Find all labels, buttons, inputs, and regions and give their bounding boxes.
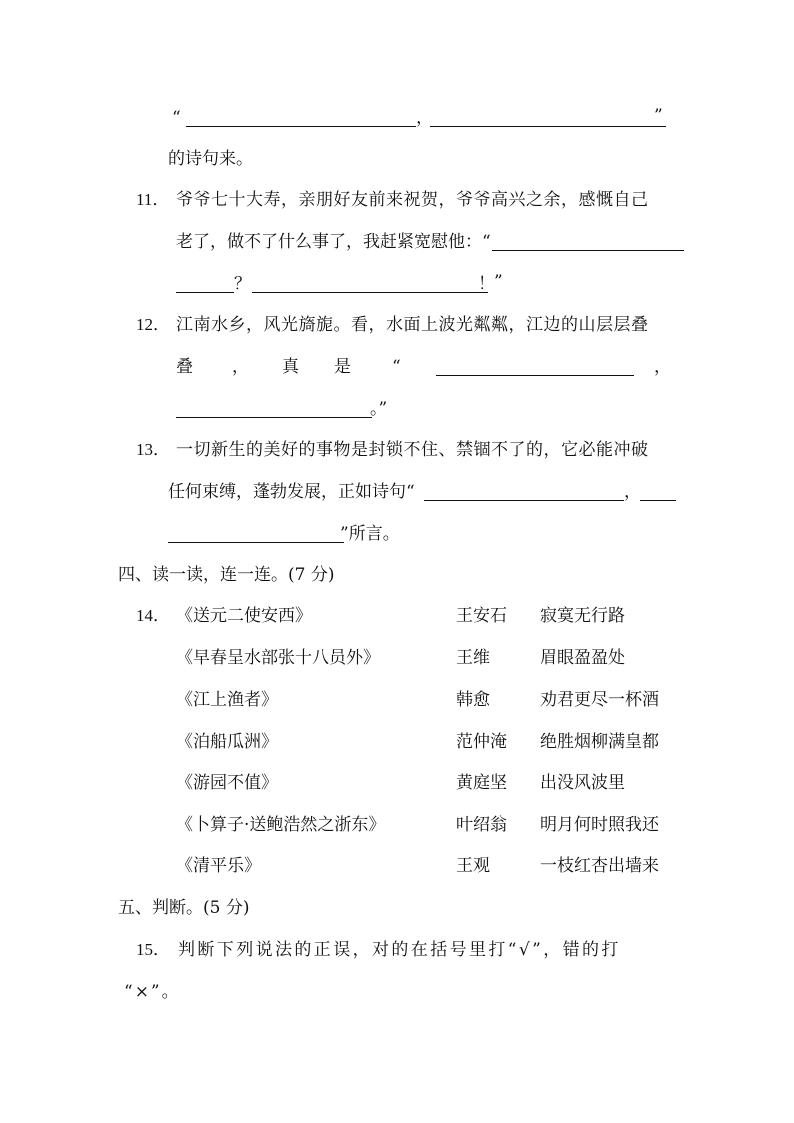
q13-end: ”所言。 — [340, 524, 400, 544]
q10-open-quote: “ — [172, 108, 181, 128]
q15-number: 15． — [136, 940, 170, 959]
q13-blank-1-tail[interactable] — [640, 500, 676, 501]
poem-line[interactable]: 劝君更尽一杯酒 — [540, 690, 659, 710]
q13-line1: 一切新生的美好的事物是封锁不住、禁锢不了的，它必能冲破 — [176, 440, 649, 460]
section4-heading: 四、读一读，连一连。(7 分) — [118, 565, 335, 585]
poet-name[interactable]: 王安石 — [456, 606, 507, 626]
q11-blank-1[interactable] — [492, 250, 684, 251]
poem-title[interactable]: 《泊船瓜洲》 — [176, 732, 278, 752]
poet-name[interactable]: 范仲淹 — [456, 732, 507, 752]
q13-line2: 任何束缚，蓬勃发展，正如诗句“ — [168, 482, 415, 502]
poem-title[interactable]: 《卜算子·送鲍浩然之浙东》 — [176, 815, 386, 835]
poet-name[interactable]: 叶绍翁 — [456, 815, 507, 835]
q12-open-quote: “ — [392, 357, 401, 377]
q12-comma-1: ， — [232, 357, 249, 377]
poet-name[interactable]: 韩愈 — [456, 690, 490, 710]
poem-title[interactable]: 《游园不值》 — [176, 773, 278, 793]
q12-blank-1[interactable] — [436, 375, 634, 376]
section5-heading: 五、判断。(5 分) — [118, 898, 250, 918]
q10-blank-1[interactable] — [186, 126, 416, 127]
poem-title[interactable]: 《江上渔者》 — [176, 690, 278, 710]
poem-line[interactable]: 一枝红杏出墙来 — [540, 856, 659, 876]
poem-title[interactable]: 《早春呈水部张十八员外》 — [176, 648, 380, 668]
q12-word-zhen: 真 — [282, 357, 299, 377]
q10-comma: ， — [416, 108, 433, 128]
q11-question-mark: ？ — [234, 274, 251, 294]
poet-name[interactable]: 王观 — [456, 856, 490, 876]
q11-close-quote: ” — [494, 272, 503, 292]
q12-word-die: 叠 — [176, 357, 193, 377]
q13-blank-2[interactable] — [168, 542, 344, 543]
q13-blank-1[interactable] — [424, 500, 624, 501]
q12-end: 。” — [370, 399, 388, 419]
q11-blank-1-cont[interactable] — [176, 292, 234, 293]
q12-word-shi: 是 — [334, 357, 351, 377]
q15-line2: “×”。 — [124, 982, 181, 1002]
poem-line[interactable]: 眉眼盈盈处 — [540, 648, 625, 668]
poet-name[interactable]: 王维 — [456, 648, 490, 668]
poem-line[interactable]: 绝胜烟柳满皇都 — [540, 732, 659, 752]
q12-number: 12． — [136, 315, 170, 334]
q11-line1: 爷爷七十大寿，亲朋好友前来祝贺，爷爷高兴之余，感慨自己 — [176, 190, 649, 210]
poet-name[interactable]: 黄庭坚 — [456, 773, 507, 793]
poem-title[interactable]: 《送元二使安西》 — [176, 606, 312, 626]
q11-exclamation: ！ — [478, 274, 495, 294]
q12-line1: 江南水乡，风光旖旎。看，水面上波光粼粼，江边的山层层叠 — [176, 315, 649, 335]
q11-line2: 老了，做不了什么事了，我赶紧宽慰他：“ — [176, 232, 491, 252]
poem-line[interactable]: 寂寞无行路 — [540, 606, 625, 626]
q14-number: 14． — [136, 606, 170, 625]
q10-line2: 的诗句来。 — [168, 149, 253, 169]
q12-blank-2[interactable] — [176, 417, 372, 418]
q12-comma-2: ， — [654, 357, 671, 377]
q11-blank-2[interactable] — [252, 292, 488, 293]
q15-line1: 判断下列说法的正误，对的在括号里打“√”，错的打 — [178, 940, 621, 960]
q10-close-quote: ” — [654, 106, 663, 126]
poem-line[interactable]: 明月何时照我还 — [540, 815, 659, 835]
q13-comma: ， — [624, 482, 641, 502]
poem-title[interactable]: 《清平乐》 — [176, 856, 261, 876]
q13-number: 13． — [136, 440, 170, 459]
q11-number: 11． — [136, 190, 170, 209]
poem-line[interactable]: 出没风波里 — [540, 773, 625, 793]
q10-blank-2[interactable] — [430, 126, 666, 127]
